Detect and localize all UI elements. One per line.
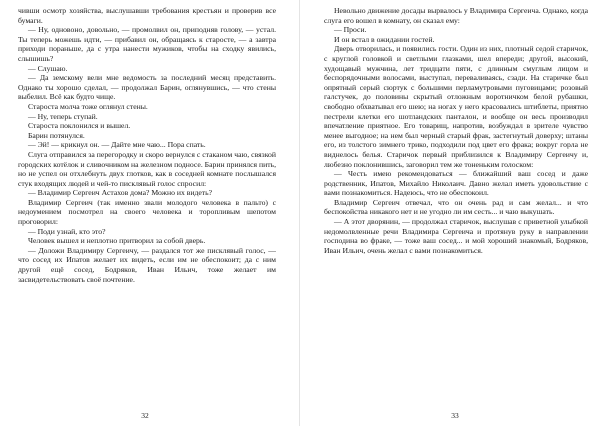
paragraph: Барин потянулся.: [28, 130, 85, 140]
paragraph: — Владимир Сергеич Астахов дома? Можно их видеть?: [28, 188, 213, 198]
paragraph: — Проси.: [334, 25, 367, 35]
paragraph: Староста поклонился и вышел.: [28, 121, 131, 131]
paragraph: Владимир Сергеич (так именно звали молодого человека в пальто) с недоумением посмотрел на своего человека и торопливым шепотом проговорил:: [18, 197, 276, 227]
paragraph: — Эй! — крикнул он. — Дайте мне чаю... Пора спать.: [28, 140, 206, 150]
paragraph: — Ну, одновоно, довольно, — промолвил он, приподняв голову, — устал. Ты теперь можешь идти, — прибавил он, обращаясь к старосте, — а завтра приходи пораньше, да с утра нанести мужиков, чтобы на сходку явились, слышишь?: [18, 25, 276, 63]
paragraph: — Да земскому вели мне ведомость за последний месяц представить. Однако ты хорошо сделал, — продолжал Барин, оглянувшись, — что стены выбелил. Всё как будто чище.: [18, 73, 276, 102]
paragraph: Человек вышел и неплотно притворил за собой дверь.: [28, 236, 206, 246]
left-page-text: [18, 6, 276, 284]
paragraph: — Честь имею рекомендоваться — ближайший ваш сосед и даже родственник, Ипатов, Михайло Николаич. Давно желал иметь удовольствие с вами познакомиться. Надеюсь, что не обеспокоил.: [324, 169, 588, 198]
left-page: [0, 0, 290, 426]
left-page-number: 32: [141, 411, 149, 420]
paragraph: — Доложи Владимиру Сергеичу, — раздался тот же писклявый голос, — что сосед их Ипатов желает их видеть, если им не обеспокоит; да с ним другой ещё сосед, Бодряков, Иван Ильич, тоже желает им засвидетельствовать своё почтение.: [18, 245, 276, 284]
paragraph: Владимир Сергеич отвечал, что он очень рад и сам желал... и что беспокойства никакого нет и не угодно ли им сесть... и чаю выкушать.: [324, 197, 588, 217]
paragraph: — Слушаю.: [28, 63, 68, 73]
paragraph: И он встал в ожидании гостей.: [334, 34, 435, 44]
paragraph: — Ну, теперь ступай.: [28, 111, 98, 121]
right-page-number: 33: [451, 411, 459, 420]
right-page: [310, 0, 600, 426]
paragraph: чивши осмотр хозяйства, выслушавши требования крестьян и проверив все бумаги.: [18, 6, 276, 25]
book-gutter: [299, 0, 300, 426]
paragraph: Невольно движение досады вырвалось у Владимира Сергеича. Однако, когда слуга его вошел в комнату, он сказал ему:: [324, 6, 588, 25]
paragraph: Слуга отправился за перегородку и скоро вернулся с стаканом чаю, связкой городских котёлок и сливочником на железном подносе. Барин принялся пить, но не успел он отхлебнуть двух глотков, как в соседней комнате послышался стук входящих людей и чей-то писклявый голос спросил:: [18, 149, 276, 188]
paragraph: Дверь отворилась, и появились гости. Один из них, плотный седой старичок, с круглой головкой и светлыми глазками, шел впереди; другой, высокий, худощавый мужчина, лет тридцати пяти, с длинным смуглым лицом и беспорядочными волосами, выступал, переваливаясь, сзади. На старичке был опрятный серый сюртук с большими перламутровыми пуговицами; розовый галстучек, до половины скрытый отложным воротничком белой рубашки, свободно обхватывал его шею; на ногах у него красовались штиблеты, приятно пестрели клетки его шотландских панталон, и вообще он весь производил впечатление приятное. Его товарищ, напротив, возбуждал в зрителе чувство менее выгодное; на нем был черный старый фрак, застегнутый доверху; штаны его, из толстого зимнего трико, подходили под цвет его фрака; вокруг горла не виднелось белья. Старичок первый приблизился к Владимиру Сергеичу и, любезно поклонившись, заговорил тем же тоненьким голоском:: [324, 44, 588, 169]
paragraph: Староста молча тоже оглянул стены.: [28, 101, 148, 111]
paragraph: — Поди узнай, кто это?: [28, 226, 106, 236]
right-page-text: [324, 6, 588, 255]
paragraph: — А этот дворянин, — продолжал старичок, выслушав с приветной улыбкой недомолвленные речи Владимира Сергеича и протянув руку в направлении господина во фраке, — тоже ваш сосед... и мой хороший знакомый, Бодряков, Иван Ильич, очень желал с вами познакомиться.: [324, 217, 588, 255]
